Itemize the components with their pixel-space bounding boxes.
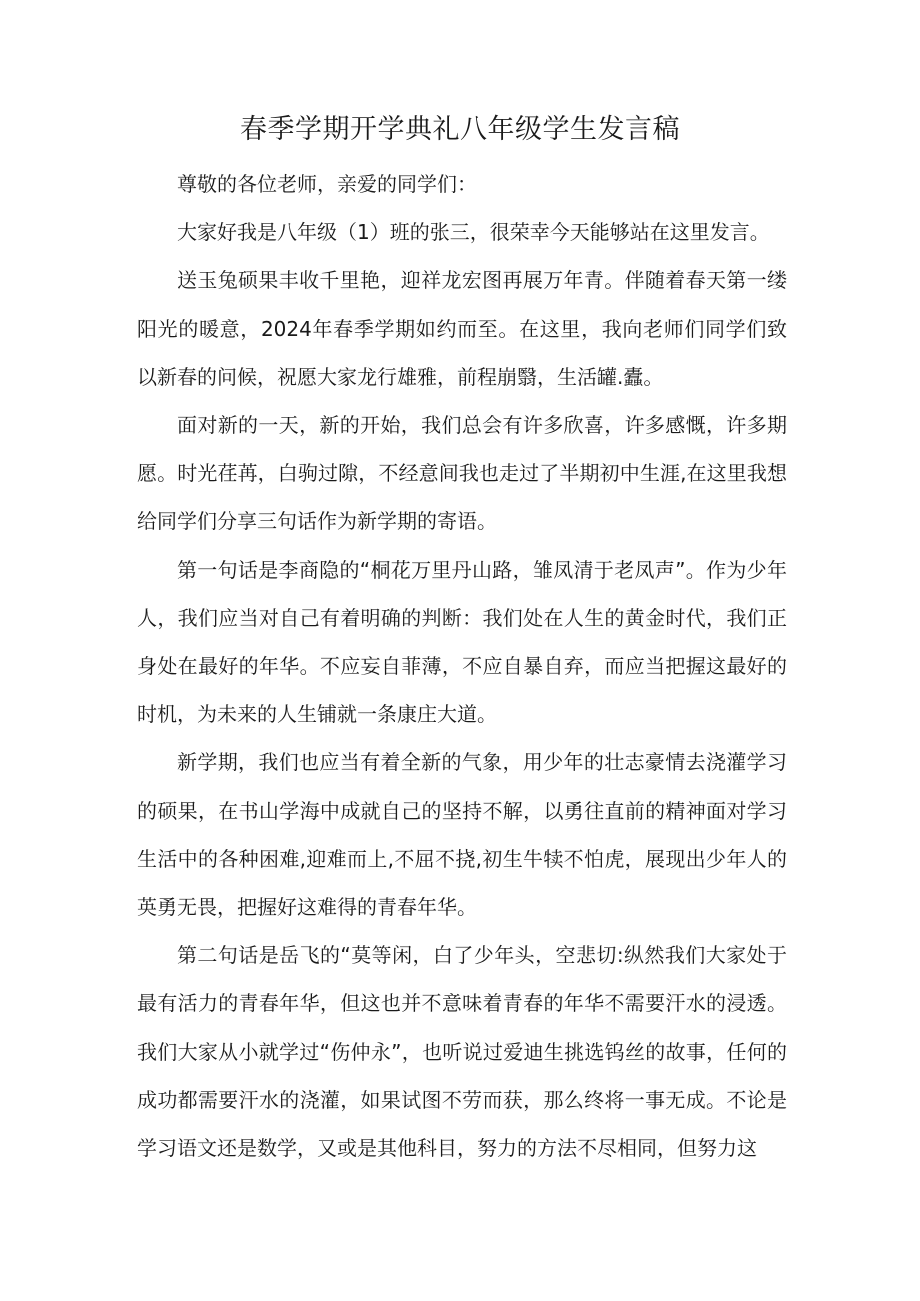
paragraph-first-quote: 第一句话是李商隐的“桐花万里丹山路，雏凤清于老凤声”。作为少年人，我们应当对自己有着明确的判断：我们处在人生的黄金时代，我们正身处在最好的年华。不应妄自菲薄，不应自暴自弃，而应当把握这最好的时机，为未来的人生铺就一条康庄大道。 [137, 557, 787, 727]
paragraph-introduction: 面对新的一天，新的开始，我们总会有许多欣喜，许多感慨，许多期愿。时光荏苒，白驹过隙，不经意间我也走过了半期初中生涯,在这里我想给同学们分享三句话作为新学期的寄语。 [137, 413, 787, 534]
paragraph-new-semester: 新学期，我们也应当有着全新的气象，用少年的壮志豪情去浇灌学习的硕果，在书山学海中成就自己的坚持不解，以勇往直前的精神面对学习生活中的各种困难,迎难而上,不屈不挠,初生牛犊不怕虎，展现出少年人的英勇无畏，把握好这难得的青春年华。 [137, 750, 787, 920]
paragraph-second-quote: 第二句话是岳飞的“莫等闲，白了少年头，空悲切:纵然我们大家处于最有活力的青春年华，但这也并不意味着青春的年华不需要汗水的浸透。我们大家从小就学过“伤仲永”，也听说过爱迪生挑选钨丝的故事，任何的成功都需要汗水的浇灌，如果试图不劳而获，那么终将一事无成。不论是学习语文还是数学，又或是其他科目，努力的方法不尽相同，但努力这 [137, 943, 787, 1161]
paragraph-new-year-wishes: 送玉兔硕果丰收千里艳，迎祥龙宏图再展万年青。伴随着春天第一缕阳光的暖意，2024年春季学期如约而至。在这里，我向老师们同学们致以新春的问候，祝愿大家龙行雄雅，前程崩翳，生活罐.蠹。 [137, 268, 787, 389]
paragraph-greeting: 大家好我是八年级（1）班的张三，很荣幸今天能够站在这里发言。 [177, 220, 770, 245]
document-title: 春季学期开学典礼八年级学生发言稿 [240, 114, 680, 145]
document-body [137, 160, 787, 1172]
paragraph-salutation: 尊敬的各位老师，亲爱的同学们： [177, 172, 477, 196]
